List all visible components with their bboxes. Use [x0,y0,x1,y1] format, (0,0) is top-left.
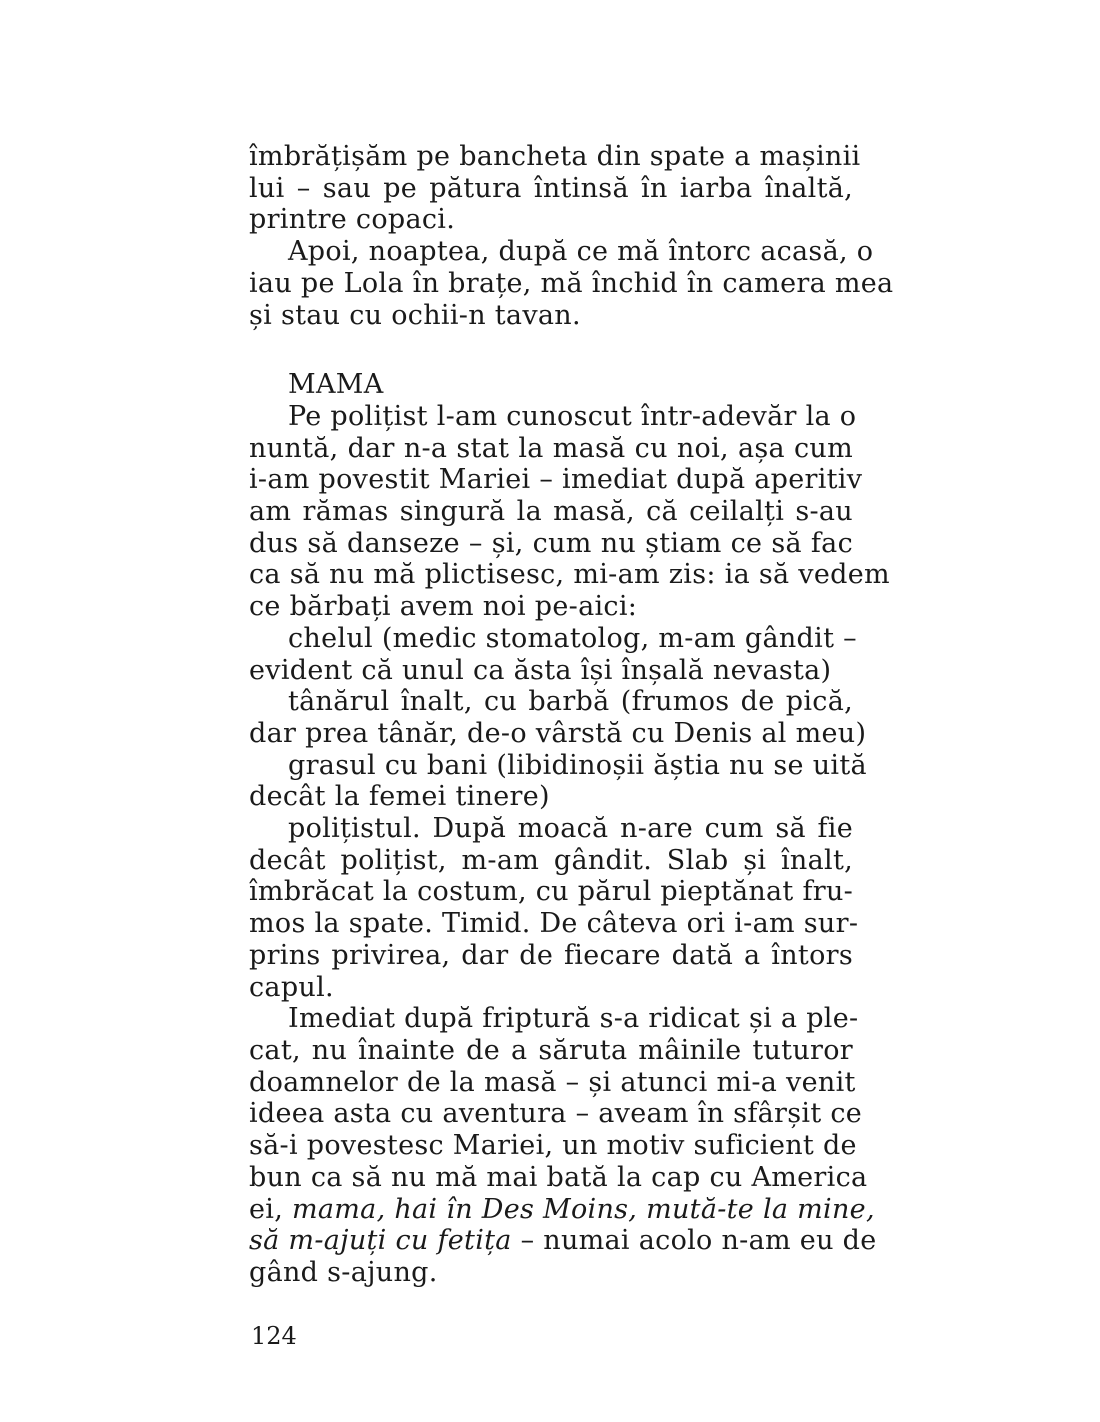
text-line: tânărul înalt, cu barbă (frumos de pică, [288,686,853,718]
text-line: prins privirea, dar de fiecare dată a întors [249,939,853,971]
text-line: iau pe Lola în brațe, mă închid în camera mea [249,267,894,299]
text-line: îmbrăcat la costum, cu părul pieptănat fru- [249,876,854,908]
page-number: 124 [251,1322,297,1350]
text-line: bun ca să nu mă mai bată la cap cu America [249,1161,868,1193]
text-line: nuntă, dar n-a stat la masă cu noi, așa cum [249,432,853,464]
text-segment: ei, [249,1193,292,1225]
text-line: capul. [249,971,334,1003]
text-line: dus să danseze – și, cum nu știam ce să fac [249,527,853,559]
text-line: ideea asta cu aventura – aveam în sfârșit ce [249,1098,863,1130]
text-line: polițistul. După moacă n-are cum să fie [288,813,853,845]
text-line [249,1193,875,1226]
text-line: MAMA [288,369,384,401]
text-line: printre copaci. [249,204,456,236]
text-line: am rămas singură la masă, că ceilalți s-au [249,496,853,528]
text-line: lui – sau pe pătura întinsă în iarba înaltă, [249,172,853,204]
text-line: și stau cu ochii-n tavan. [249,299,581,331]
italic-text: mama, hai în Des Moins, mută-te la mine, [291,1193,875,1225]
text-line: decât polițist, m-am gândit. Slab și înalt, [249,844,853,876]
text-line: i-am povestit Mariei – imediat după aperitiv [249,464,863,496]
text-line: grasul cu bani (libidinoșii ăștia nu se uită [288,749,867,781]
text-line: să-i povestesc Mariei, un motiv suficient de [249,1130,857,1162]
text-line: Apoi, noaptea, după ce mă întorc acasă, o [288,236,874,268]
text-segment: – numai acolo n-am eu de [511,1225,877,1257]
italic-text: să m-ajuți cu fetița [249,1225,512,1257]
text-line: Imediat după friptură s-a ridicat și a ple- [288,1003,859,1035]
text-line: ca să nu mă plictisesc, mi-am zis: ia să vedem [249,559,890,591]
text-line: doamnelor de la masă – și atunci mi-a venit [249,1066,856,1098]
text-line: mos la spate. Timid. De câteva ori i-am sur- [249,908,859,940]
text-line: îmbrățișăm pe bancheta din spate a mașinii [249,141,861,172]
text-line: dar prea tânăr, de-o vârstă cu Denis al meu) [249,717,867,749]
text-line [249,1225,877,1257]
body-text [249,141,894,1289]
text-line: chelul (medic stomatolog, m-am gândit – [288,622,857,654]
text-line: decât la femei tinere) [249,781,550,813]
text-line: gând s-ajung. [249,1256,438,1288]
text-line: cat, nu înainte de a săruta mâinile tuturor [249,1034,853,1066]
section-gap [249,331,853,369]
text-line: Pe polițist l-am cunoscut într-adevăr la o [288,400,857,432]
text-line: evident că unul ca ăsta își înșală nevasta) [249,654,832,686]
text-line: ce bărbați avem noi pe-aici: [249,591,638,623]
